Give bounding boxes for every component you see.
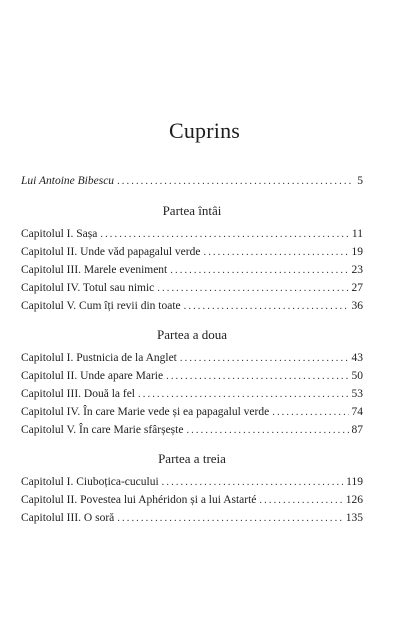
toc-entry-label: Capitolul I. Pustnicia de la Anglet <box>21 352 177 364</box>
toc-entry-page: 50 <box>351 370 363 382</box>
toc-entry-page: 87 <box>351 424 363 436</box>
dot-leader <box>259 493 342 509</box>
part-heading-3: Partea a treia <box>158 451 226 466</box>
dot-leader <box>180 351 349 367</box>
toc-entry-page: 53 <box>351 388 363 400</box>
toc-entry[interactable] <box>21 226 363 242</box>
toc-entry-page: 19 <box>351 246 363 258</box>
toc-entry[interactable] <box>21 244 363 260</box>
toc-entry-label: Capitolul V. În care Marie sfârșește <box>21 424 184 436</box>
part-heading-1: Partea întâi <box>162 203 222 218</box>
toc-entry[interactable] <box>21 404 363 420</box>
dot-leader <box>162 475 344 491</box>
dot-leader <box>100 227 349 243</box>
toc-entry-label: Capitolul III. O soră <box>21 512 115 524</box>
toc-entry[interactable] <box>21 280 363 296</box>
toc-entry-label: Capitolul V. Cum îți revii din toate <box>21 300 181 312</box>
toc-entry-label: Capitolul I. Ciuboțica-cucului <box>21 476 159 488</box>
toc-entry-label: Capitolul IV. În care Marie vede și ea papagalul verde <box>21 406 270 418</box>
toc-entry-page: 11 <box>351 228 363 240</box>
toc-entry[interactable] <box>21 510 363 526</box>
dot-leader <box>203 245 348 261</box>
toc-entry-page: 27 <box>351 282 363 294</box>
toc-entry-page: 126 <box>345 494 363 506</box>
toc-entry-label: Capitolul II. Povestea lui Aphéridon și a lui Astarté <box>21 494 257 506</box>
dot-leader <box>186 423 348 439</box>
toc-entry-label: Capitolul III. Marele eveniment <box>21 264 168 276</box>
dot-leader <box>157 281 348 297</box>
dot-leader <box>117 174 354 190</box>
toc-entry[interactable] <box>21 298 363 314</box>
toc-entry[interactable] <box>21 350 363 366</box>
toc-entry[interactable] <box>21 368 363 384</box>
dot-leader <box>272 405 348 421</box>
dot-leader <box>170 263 348 279</box>
toc-entry-page: 5 <box>357 175 363 187</box>
toc-entry-label: Capitolul II. Unde văd papagalul verde <box>21 246 201 258</box>
toc-entry-dedication[interactable] <box>21 173 363 189</box>
toc-entry-page: 74 <box>351 406 363 418</box>
toc-entry-page: 23 <box>351 264 363 276</box>
toc-entry-label: Capitolul II. Unde apare Marie <box>21 370 164 382</box>
toc-entry-page: 43 <box>351 352 363 364</box>
dot-leader <box>184 299 349 315</box>
toc-entry-label: Capitolul I. Sașa <box>21 228 98 240</box>
toc-entry-page: 36 <box>351 300 363 312</box>
page-title: Cuprins <box>168 118 241 143</box>
dot-leader <box>117 511 342 527</box>
toc-entry-page: 119 <box>346 476 363 488</box>
toc-entry-label: Capitolul IV. Totul sau nimic <box>21 282 155 294</box>
toc-entry[interactable] <box>21 474 363 490</box>
part-heading-2: Partea a doua <box>156 327 228 342</box>
toc-entry[interactable] <box>21 262 363 278</box>
dot-leader <box>166 369 348 385</box>
toc-entry-label: Lui Antoine Bibescu <box>21 175 115 187</box>
toc-entry-label: Capitolul III. Două la fel <box>21 388 136 400</box>
dot-leader <box>138 387 348 403</box>
toc-entry-page: 135 <box>345 512 363 524</box>
toc-entry[interactable] <box>21 422 363 438</box>
toc-entry[interactable] <box>21 386 363 402</box>
toc-entry[interactable] <box>21 492 363 508</box>
